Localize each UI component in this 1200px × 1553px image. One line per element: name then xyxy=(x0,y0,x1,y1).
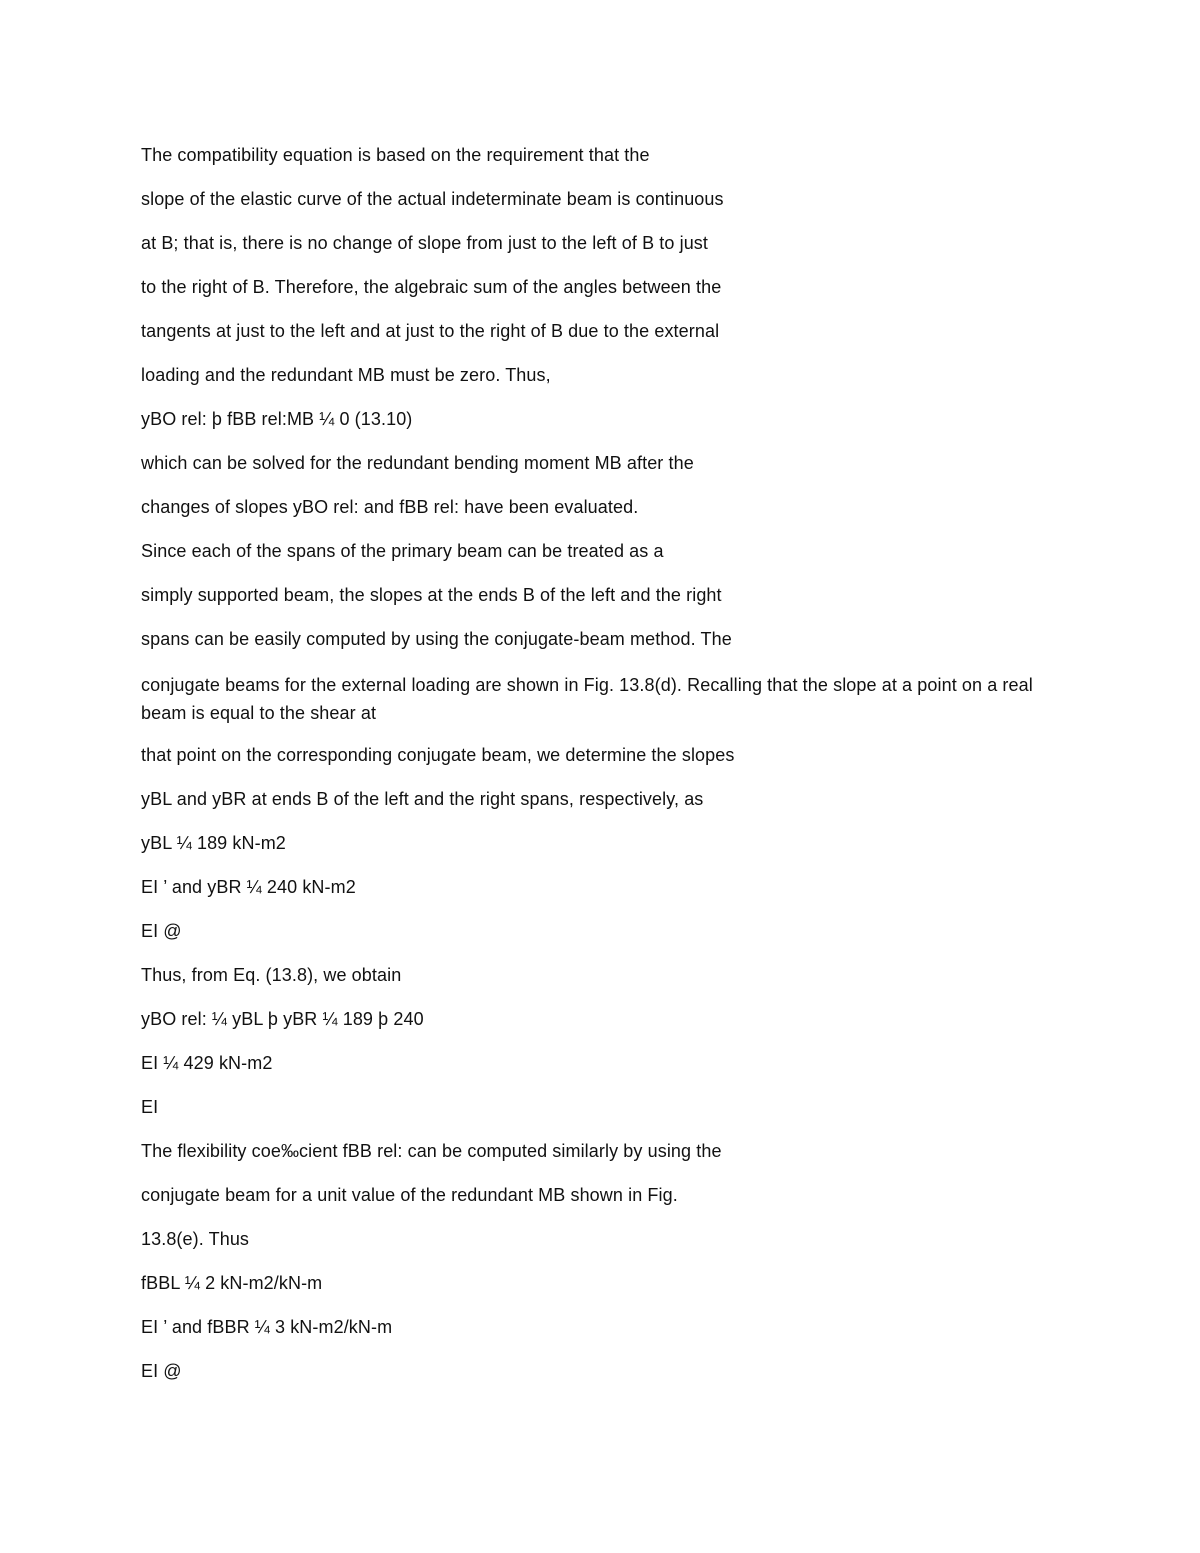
equation-line: EI ’ and fBBR ¼ 3 kN-m2/kN-m xyxy=(141,1317,393,1337)
equation-line: EI @ xyxy=(141,921,182,941)
equation-line: yBL ¼ 189 kN-m2 xyxy=(141,833,286,853)
text-line: yBL and yBR at ends B of the left and the right spans, respectively, as xyxy=(141,789,704,809)
text-line: that point on the corresponding conjugate beam, we determine the slopes xyxy=(141,745,735,765)
equation-line: yBO rel: ¼ yBL þ yBR ¼ 189 þ 240 xyxy=(141,1009,424,1029)
text-line: changes of slopes yBO rel: and fBB rel: have been evaluated. xyxy=(141,497,639,517)
text-line: Thus, from Eq. (13.8), we obtain xyxy=(141,965,402,985)
text-paragraph-wrapped: conjugate beams for the external loading are shown in Fig. 13.8(d). Recalling that the slope at a point on a real beam is equal to the shear at xyxy=(141,675,1033,723)
equation-line: EI ’ and yBR ¼ 240 kN-m2 xyxy=(141,877,356,897)
equation-line: EI ¼ 429 kN-m2 xyxy=(141,1053,273,1073)
text-line: loading and the redundant MB must be zero. Thus, xyxy=(141,365,551,385)
equation-line: fBBL ¼ 2 kN-m2/kN-m xyxy=(141,1273,323,1293)
text-line: The flexibility coe‰cient fBB rel: can be computed similarly by using the xyxy=(141,1141,722,1161)
text-line: spans can be easily computed by using the conjugate-beam method. The xyxy=(141,629,732,649)
equation-line: EI @ xyxy=(141,1361,182,1381)
text-line: to the right of B. Therefore, the algebraic sum of the angles between the xyxy=(141,277,722,297)
text-line: 13.8(e). Thus xyxy=(141,1229,250,1249)
equation-line: EI xyxy=(141,1097,159,1117)
document-body xyxy=(141,143,1061,1403)
text-line: at B; that is, there is no change of slope from just to the left of B to just xyxy=(141,233,709,253)
equation-line: yBO rel: þ fBB rel:MB ¼ 0 (13.10) xyxy=(141,409,413,429)
text-line: which can be solved for the redundant bending moment MB after the xyxy=(141,453,694,473)
text-line: The compatibility equation is based on the requirement that the xyxy=(141,145,650,165)
text-line: Since each of the spans of the primary beam can be treated as a xyxy=(141,541,664,561)
text-line: simply supported beam, the slopes at the ends B of the left and the right xyxy=(141,585,722,605)
text-line: slope of the elastic curve of the actual indeterminate beam is continuous xyxy=(141,189,724,209)
text-line: conjugate beam for a unit value of the redundant MB shown in Fig. xyxy=(141,1185,678,1205)
text-line: tangents at just to the left and at just to the right of B due to the external xyxy=(141,321,720,341)
